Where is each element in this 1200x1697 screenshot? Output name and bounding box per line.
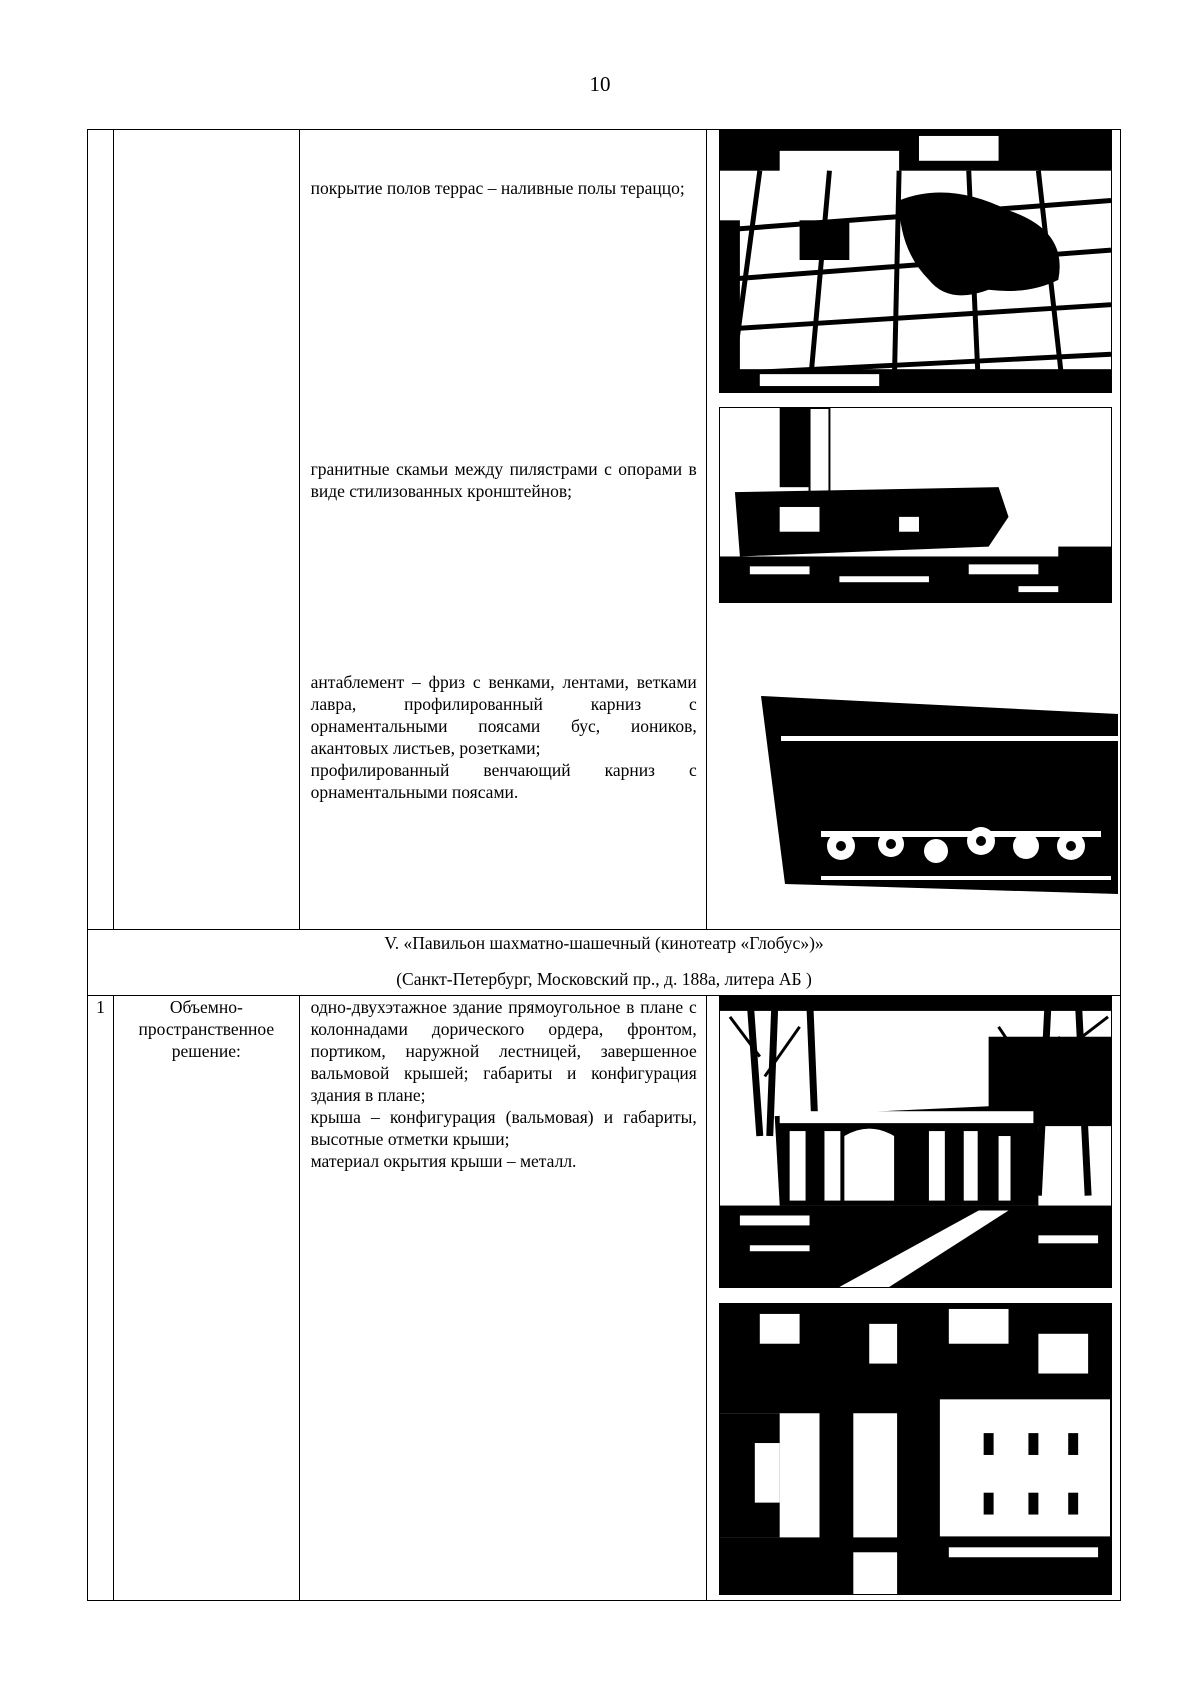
subject-of-protection-table (87, 129, 1121, 1601)
granite-bench-photo (719, 407, 1112, 603)
photo-cell (706, 996, 1120, 1601)
table-row (88, 996, 1121, 1601)
section-header-cell (88, 930, 1121, 996)
description-volume-spatial: одно-двухэтажное здание прямоугольное в плане с колоннадами дорического ордера, фронтом, портиком, наружной лестницей, завершенное вальмовой крышей; габариты и конфигурация здания в плане; крыша – конфигурация (вальмовая) и габариты, высотные отметки крыши; материал окрытия крыши – металл. (310, 997, 697, 1171)
number-cell-empty (88, 130, 114, 930)
section-title: V. «Павильон шахматно-шашечный (кинотеатр «Глобус»)» (384, 933, 824, 953)
description-terrace-floor: покрытие полов террас – наливные полы тераццо; (310, 178, 685, 198)
row-name: Объемно-пространственное решение: (114, 996, 300, 1601)
entablature-frieze-photo (761, 696, 1118, 894)
name-cell-empty (114, 130, 300, 930)
page-number: 10 (589, 72, 611, 96)
photo-cell (706, 130, 1120, 930)
table-row-continued (88, 130, 1121, 930)
description-cell (299, 130, 706, 930)
description-cell (299, 996, 706, 1601)
terrace-floor-photo (719, 130, 1112, 393)
row-number: 1 (88, 996, 114, 1601)
section-address: (Санкт-Петербург, Московский пр., д. 188а, литера АБ ) (396, 969, 812, 989)
pavilion-facade-photo (719, 996, 1112, 1288)
pavilion-trees-photo (719, 1303, 1112, 1595)
description-granite-benches: гранитные скамьи между пилястрами с опорами в виде стилизованных кронштейнов; (310, 459, 697, 501)
section-header-row (88, 930, 1121, 996)
description-entablature: антаблемент – фриз с венками, лентами, ветками лавра, профилированный карниз с орнаментальными поясами бус, иоников, акантовых листьев, розетками; профилированный венчающий карниз с орнаментальными поясами. (310, 672, 697, 802)
